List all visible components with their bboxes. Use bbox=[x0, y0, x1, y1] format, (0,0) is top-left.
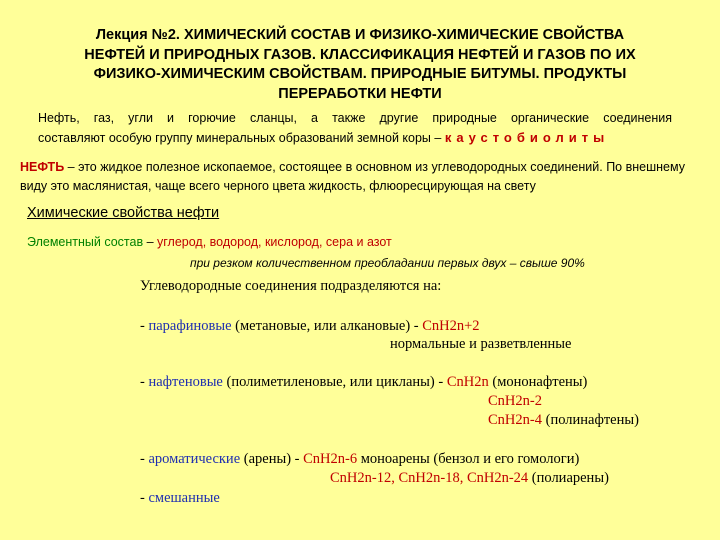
paraffin-formula: CnH2n+2 bbox=[422, 318, 480, 334]
neft-definition-text: – это жидкое полезное ископаемое, состоящее в основном из углеводородных соединений. По внешнему виду это маслянистая, чаще всего черного цвета жидкость, флюоресцирующая на свету bbox=[20, 160, 685, 193]
neft-term: НЕФТЬ bbox=[20, 160, 65, 174]
neft-definition bbox=[20, 158, 710, 196]
elemental-composition bbox=[27, 235, 392, 249]
paraffin-dash: - bbox=[140, 318, 149, 334]
mixed-name: смешанные bbox=[148, 490, 220, 506]
title-line-3: ФИЗИКО-ХИМИЧЕСКИМ СВОЙСТВАМ. ПРИРОДНЫЕ БИТУМЫ. ПРОДУКТЫ bbox=[93, 66, 627, 82]
naphthene-formula-1-note: (мононафтены) bbox=[488, 374, 588, 390]
aromatic-name: ароматические bbox=[148, 451, 241, 467]
elemental-note: при резком количественном преобладании первых двух – свыше 90% bbox=[190, 256, 585, 270]
title-line-1: Лекция №2. ХИМИЧЕСКИЙ СОСТАВ И ФИЗИКО-ХИМИЧЕСКИЕ СВОЙСТВА bbox=[95, 27, 625, 43]
paraffin-line bbox=[140, 318, 480, 335]
naphthene-line-3 bbox=[488, 412, 639, 429]
aromatic-line bbox=[140, 451, 579, 468]
naphthene-line bbox=[140, 374, 587, 391]
aromatic-formula-1-note: моноарены (бензол и его гомологи) bbox=[357, 451, 580, 467]
lecture-title bbox=[30, 26, 690, 104]
intro-line-2 bbox=[38, 128, 678, 148]
intro-paragraph bbox=[38, 108, 678, 148]
title-line-2: НЕФТЕЙ И ПРИРОДНЫХ ГАЗОВ. КЛАССИФИКАЦИЯ НЕФТЕЙ И ГАЗОВ ПО ИХ bbox=[84, 46, 636, 63]
naphthene-formula-3-note: (полинафтены) bbox=[541, 412, 639, 428]
aromatic-desc: (арены) - bbox=[240, 451, 304, 467]
intro-line-2-text: составляют особую группу минеральных образований земной коры – bbox=[38, 131, 442, 145]
aromatic-dash: - bbox=[140, 451, 149, 467]
aromatic-formula-2: CnH2n-12, CnH2n-18, CnH2n-24 bbox=[330, 470, 529, 486]
elemental-value: углерод, водород, кислород, сера и азот bbox=[157, 235, 392, 249]
naphthene-desc: (полиметиленовые, или цикланы) - bbox=[222, 374, 447, 390]
intro-line-1: Нефть, газ, угли и горючие сланцы, а также другие природные органические соединения bbox=[38, 111, 672, 125]
paraffin-subtypes: нормальные и разветвленные bbox=[390, 336, 572, 352]
naphthene-formula-1: CnH2n bbox=[446, 374, 489, 390]
mixed-line bbox=[140, 490, 220, 507]
elemental-label: Элементный состав bbox=[27, 235, 144, 249]
paraffin-name: парафиновые bbox=[148, 318, 232, 334]
aromatic-formula-1: CnH2n-6 bbox=[303, 451, 358, 467]
aromatic-line-2 bbox=[330, 470, 609, 487]
kaustobiolity-term: каустобиолиты bbox=[444, 130, 610, 145]
mixed-dash: - bbox=[140, 490, 149, 506]
naphthene-dash: - bbox=[140, 374, 149, 390]
naphthene-name: нафтеновые bbox=[148, 374, 223, 390]
paraffin-desc: (метановые, или алкановые) - bbox=[231, 318, 423, 334]
title-line-4: ПЕРЕРАБОТКИ НЕФТИ bbox=[278, 85, 442, 102]
aromatic-formula-2-note: (полиарены) bbox=[528, 470, 609, 486]
hydrocarbons-intro: Углеводородные соединения подразделяются на: bbox=[140, 278, 442, 294]
chemical-properties-heading: Химические свойства нефти bbox=[27, 205, 220, 221]
naphthene-formula-2: CnH2n-2 bbox=[488, 393, 542, 409]
elemental-dash: – bbox=[143, 235, 158, 249]
naphthene-formula-3: CnH2n-4 bbox=[488, 412, 542, 428]
